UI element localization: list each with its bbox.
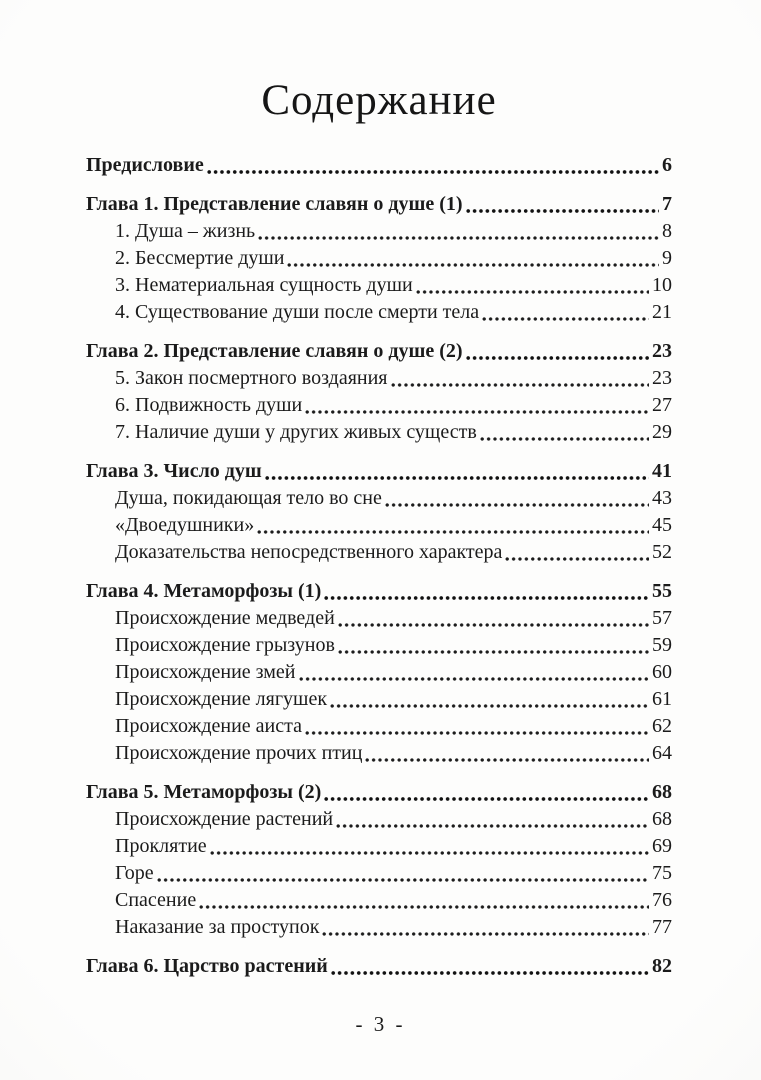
toc-entry-page: 45 [652,514,672,536]
toc-entry-label: Глава 1. Представление славян о душе (1) [86,193,463,215]
toc-content [86,0,672,980]
toc-entry-label: 7. Наличие души у других живых существ [115,421,477,443]
toc-entry-page: 27 [652,394,672,416]
toc-entry-label: 1. Душа – жизнь [115,220,256,242]
toc-entry-page: 9 [662,247,672,269]
toc-entry-label: Глава 2. Представление славян о душе (2) [86,340,463,362]
toc-entry-label: Доказательства непосредственного характера [115,541,503,563]
toc-entry-label: Глава 5. Метаморфозы (2) [86,781,322,803]
dot-leader [505,556,649,562]
dot-leader [199,904,649,910]
toc-entry [86,539,672,566]
toc-entry-label: Происхождение растений [115,808,334,830]
toc-entry-page: 43 [652,487,672,509]
dot-leader [330,703,649,709]
toc-list [86,152,672,980]
toc-entry-page: 6 [662,154,672,176]
toc-entry-label: Глава 3. Число душ [86,460,262,482]
toc-entry [86,659,672,686]
toc-entry-page: 68 [652,781,672,803]
dot-leader [257,529,649,535]
toc-entry-page: 76 [652,889,672,911]
toc-entry-label: Спасение [115,889,197,911]
toc-entry-page: 7 [662,193,672,215]
dot-leader [210,850,649,856]
toc-entry-page: 55 [652,580,672,602]
toc-entry-label: Наказание за проступок [115,916,320,938]
toc-entry-label: Проклятие [115,835,207,857]
toc-entry-page: 29 [652,421,672,443]
toc-entry-label: Происхождение прочих птиц [115,742,363,764]
toc-entry [86,365,672,392]
toc-entry [86,485,672,512]
toc-entry-label: 5. Закон посмертного воздаяния [115,367,388,389]
dot-leader [157,877,649,883]
toc-entry [86,245,672,272]
toc-entry [86,914,672,941]
toc-entry [86,458,672,485]
dot-leader [482,316,649,322]
toc-entry-label: Горе [115,862,154,884]
toc-entry-label: «Двоедушники» [115,514,255,536]
toc-entry [86,713,672,740]
toc-entry-label: Происхождение медведей [115,607,335,629]
toc-entry-label: Предисловие [86,154,204,176]
toc-entry-page: 75 [652,862,672,884]
toc-entry-page: 68 [652,808,672,830]
toc-entry-label: 4. Существование души после смерти тела [115,301,480,323]
dot-leader [322,931,649,937]
toc-entry-page: 61 [652,688,672,710]
toc-entry-page: 57 [652,607,672,629]
dot-leader [207,169,659,175]
toc-entry-page: 64 [652,742,672,764]
dot-leader [299,676,649,682]
toc-entry-page: 52 [652,541,672,563]
toc-entry [86,806,672,833]
toc-entry [86,632,672,659]
toc-entry-label: Происхождение змей [115,661,296,683]
toc-entry [86,887,672,914]
page-title: Содержание [261,77,497,124]
toc-entry [86,578,672,605]
toc-entry [86,419,672,446]
dot-leader [338,622,649,628]
dot-leader [336,823,649,829]
toc-entry-label: 3. Нематериальная сущность души [115,274,413,296]
toc-entry-label: 2. Бессмертие души [115,247,285,269]
toc-entry-label: Глава 4. Метаморфозы (1) [86,580,322,602]
toc-entry-label: Глава 6. Царство растений [86,955,328,977]
toc-entry-label: 6. Подвижность души [115,394,303,416]
toc-entry-label: Душа, покидающая тело во сне [115,487,382,509]
toc-entry [86,392,672,419]
dot-leader [365,757,649,763]
toc-entry-page: 59 [652,634,672,656]
toc-entry-page: 21 [652,301,672,323]
toc-entry-page: 62 [652,715,672,737]
toc-entry-label: Происхождение лягушек [115,688,328,710]
toc-entry [86,152,672,179]
toc-entry [86,953,672,980]
toc-entry [86,272,672,299]
dot-leader [331,970,649,976]
toc-entry-page: 60 [652,661,672,683]
dot-leader [305,409,649,415]
toc-entry-page: 23 [652,367,672,389]
toc-entry-page: 8 [662,220,672,242]
toc-entry-page: 41 [652,460,672,482]
toc-entry [86,299,672,326]
toc-entry-label: Происхождение грызунов [115,634,335,656]
dot-leader [466,208,659,214]
toc-entry-page: 23 [652,340,672,362]
dot-leader [416,289,649,295]
toc-entry [86,686,672,713]
dot-leader [324,595,649,601]
toc-entry-label: Происхождение аиста [115,715,302,737]
dot-leader [385,502,649,508]
page-number-footer: - 3 - [355,1012,406,1036]
dot-leader [305,730,649,736]
toc-entry-page: 10 [652,274,672,296]
toc-entry [86,833,672,860]
dot-leader [287,262,659,268]
dot-leader [480,436,649,442]
dot-leader [391,382,650,388]
toc-entry [86,218,672,245]
toc-entry [86,605,672,632]
dot-leader [265,475,649,481]
dot-leader [258,235,659,241]
toc-entry-page: 82 [652,955,672,977]
toc-entry [86,779,672,806]
toc-entry [86,860,672,887]
dot-leader [338,649,649,655]
toc-entry-page: 77 [652,916,672,938]
toc-entry [86,740,672,767]
toc-entry [86,512,672,539]
dot-leader [466,355,649,361]
dot-leader [324,796,649,802]
toc-entry [86,338,672,365]
toc-entry-page: 69 [652,835,672,857]
toc-entry [86,191,672,218]
